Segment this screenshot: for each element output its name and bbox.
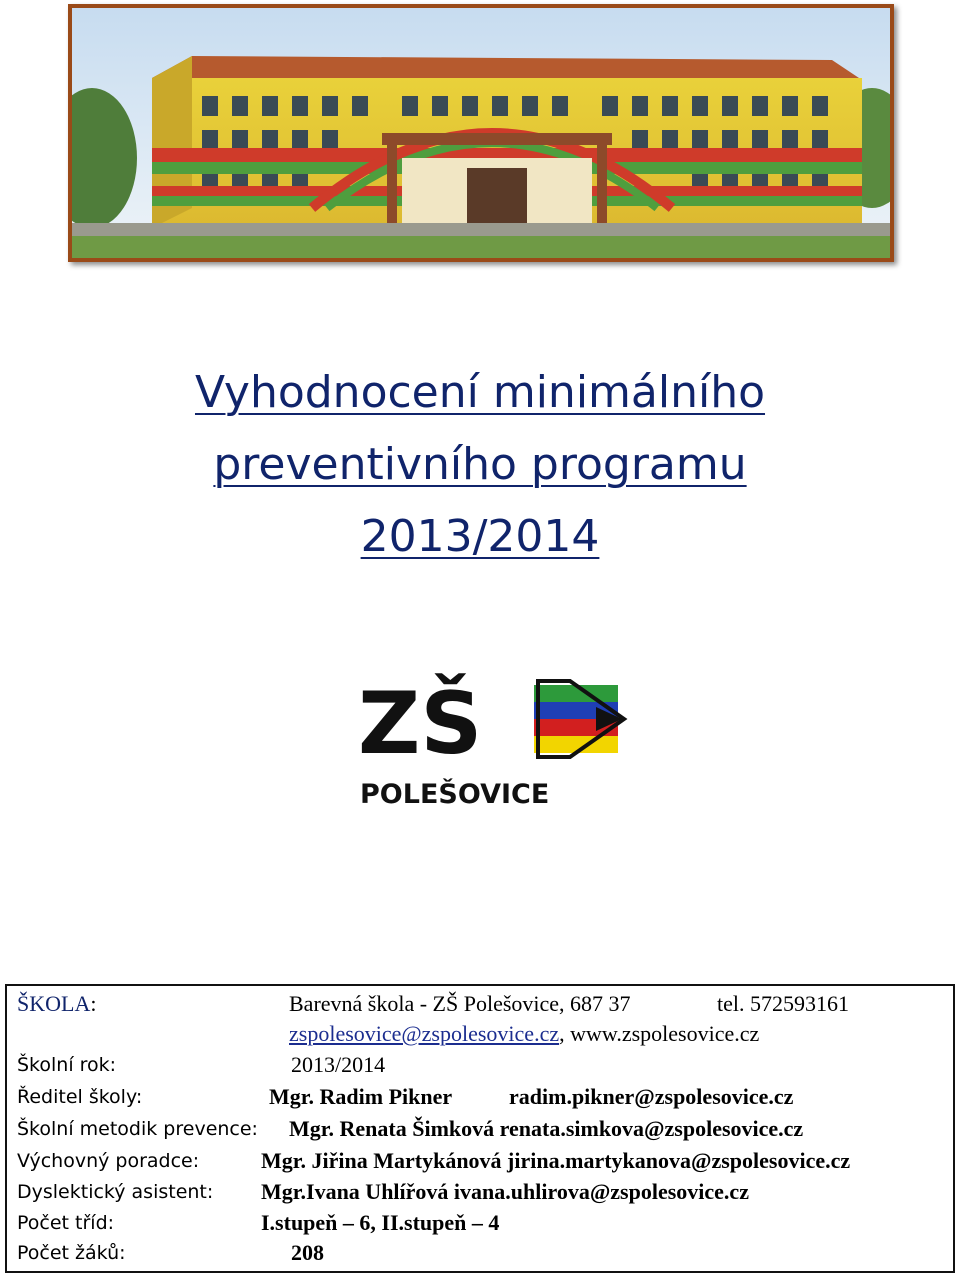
school-year-value: 2013/2014 [291,1052,386,1077]
school-phone: tel. 572593161 [717,991,849,1016]
dyslexia-assistant-value: Mgr.Ivana Uhlířová ivana.uhlirova@zspolesovice.cz [261,1179,749,1204]
student-count-value: 208 [291,1240,324,1265]
document-title-line-2: preventivního programu [213,439,747,490]
class-count-value: I.stupeň – 6, II.stupeň – 4 [261,1210,500,1235]
director-label: Ředitel školy: [17,1086,143,1108]
prevention-methodist-label: Školní metodik prevence: [17,1118,258,1140]
school-info-box [5,984,955,1273]
logo-letters: ZŠ [358,674,483,774]
student-count-label: Počet žáků: [17,1242,126,1264]
prevention-methodist-value: Mgr. Renata Šimková renata.simkova@zspolesovice.cz [289,1116,804,1141]
skola-label: ŠKOLA [17,991,91,1016]
class-count-label: Počet tříd: [17,1212,115,1234]
school-logo [350,655,630,815]
director-email: radim.pikner@zspolesovice.cz [509,1084,794,1109]
dyslexia-assistant-label: Dyslektický asistent: [17,1181,214,1203]
logo-town-name: POLEŠOVICE [360,779,550,810]
school-building-photo [68,4,894,262]
counselor-label: Výchovný poradce: [17,1150,200,1172]
counselor-value: Mgr. Jiřina Martykánová jirina.martykanova@zspolesovice.cz [261,1148,851,1173]
school-building-illustration [72,8,890,258]
skola-colon: : [90,991,97,1016]
skola-label-row [17,991,96,1017]
school-email-link[interactable]: zspolesovice@zspolesovice.cz [289,1021,560,1046]
document-title-year: 2013/2014 [360,511,600,562]
school-website: , www.zspolesovice.cz [559,1021,760,1046]
document-title-line-1: Vyhodnocení minimálního [194,367,766,418]
skola-value: Barevná škola - ZŠ Polešovice, 687 37 [289,991,631,1016]
director-name: Mgr. Radim Pikner [269,1084,453,1109]
school-year-label: Školní rok: [17,1054,117,1076]
school-contact-row [289,1021,759,1047]
